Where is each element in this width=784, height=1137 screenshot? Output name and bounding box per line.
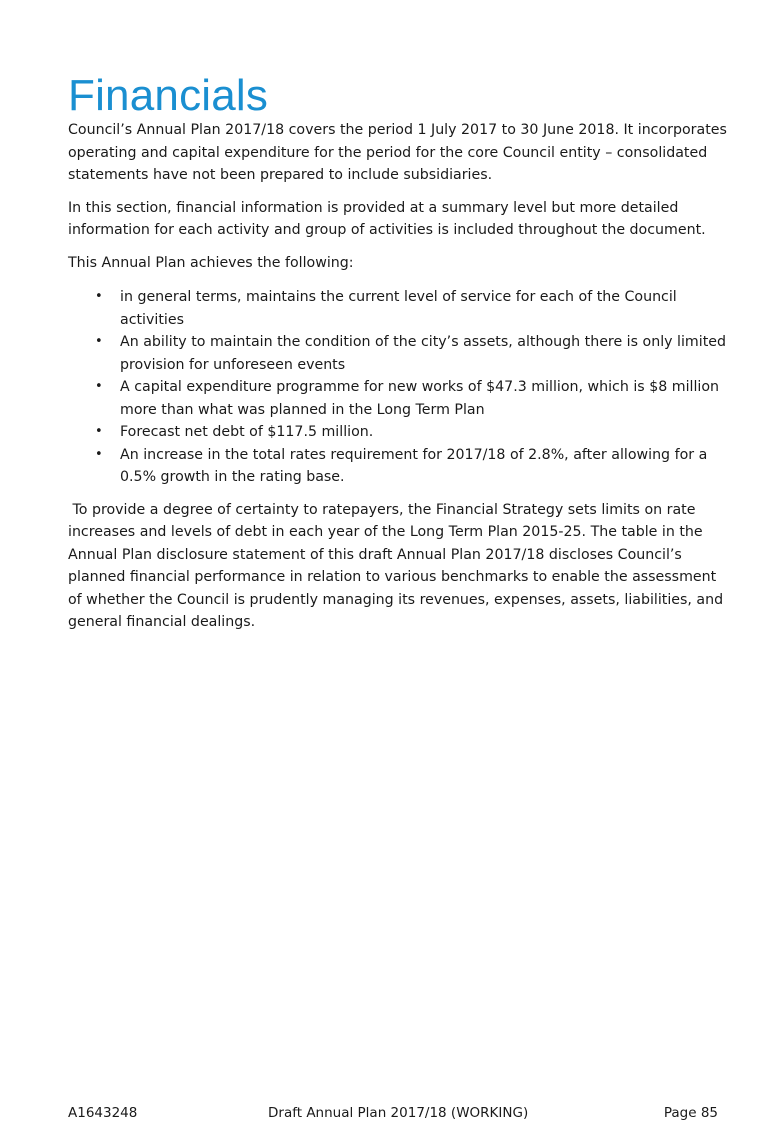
footer-doc-title: Draft Annual Plan 2017/18 (WORKING)	[268, 1105, 529, 1121]
list-item-text: in general terms, maintains the current level of service for each of the Council activities	[120, 289, 677, 328]
page-footer	[68, 1104, 718, 1122]
document-body	[68, 119, 728, 644]
list-item	[68, 286, 728, 331]
list-item	[68, 331, 728, 376]
closing-paragraph: To provide a degree of certainty to ratepayers, the Financial Strategy sets limits on rate increases and levels of debt in each year of the Long Term Plan 2015-25. The table in the Annual Plan disclosure statement of this draft Annual Plan 2017/18 discloses Council’s planned financial performance in relation to various benchmarks to enable the assessment of whether the Council is prudently managing its revenues, expenses, assets, liabilities, and general financial dealings.	[68, 501, 728, 630]
list-item	[68, 444, 728, 489]
list-item-text: An increase in the total rates requirement for 2017/18 of 2.8%, after allowing for a 0.5% growth in the rating base.	[120, 446, 708, 485]
list-item-text: An ability to maintain the condition of the city’s assets, although there is only limited provision for unforeseen events	[120, 334, 726, 373]
list-item	[68, 421, 728, 444]
list-item-text: A capital expenditure programme for new works of $47.3 million, which is $8 million more than what was planned in the Long Term Plan	[120, 379, 720, 418]
list-item-text: Forecast net debt of $117.5 million.	[120, 424, 374, 440]
bullet-icon: •	[95, 424, 103, 439]
bullet-icon: •	[95, 446, 103, 462]
bullet-icon: •	[95, 334, 103, 349]
achievements-list	[68, 286, 728, 489]
page-title: Financials	[68, 71, 269, 120]
achievements-lead: This Annual Plan achieves the following:	[68, 254, 354, 271]
footer-doc-id: A1643248	[68, 1105, 138, 1121]
list-item	[68, 376, 728, 421]
bullet-icon: •	[95, 379, 103, 394]
summary-paragraph: In this section, financial information is provided at a summary level but more detailed information for each activity and group of activities is included throughout the document.	[68, 199, 706, 238]
bullet-icon: •	[95, 289, 103, 304]
intro-paragraph: Council’s Annual Plan 2017/18 covers the period 1 July 2017 to 30 June 2018. It incorporates operating and capital expenditure for the period for the core Council entity – consolidated statements have not been prepared to include subsidiaries.	[68, 122, 727, 183]
footer-page-number: Page 85	[663, 1105, 718, 1121]
